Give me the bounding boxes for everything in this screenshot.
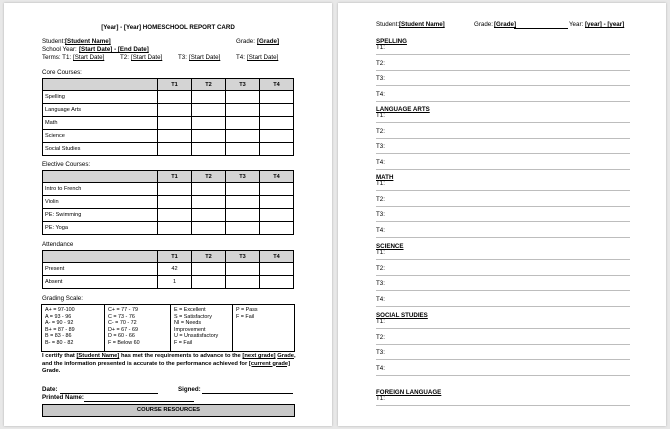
grade-cell[interactable] — [192, 222, 226, 235]
comment-line[interactable] — [376, 405, 630, 406]
term-label: T1: — [376, 395, 385, 402]
header-blank-cell — [43, 251, 158, 263]
grade-cell[interactable] — [158, 91, 192, 104]
grade-cell[interactable] — [226, 117, 260, 130]
elective-courses-label: Elective Courses: — [42, 161, 91, 168]
cert-text: I certify that — [42, 353, 75, 359]
divider — [232, 305, 233, 351]
grade-cell[interactable] — [226, 104, 260, 117]
student-label: Student: — [42, 38, 66, 45]
comment-line[interactable] — [376, 70, 630, 71]
term-label: T2: — [376, 264, 385, 272]
grade-cell[interactable] — [260, 104, 294, 117]
term-label: T3: — [376, 211, 385, 218]
term-label: T4: — [376, 364, 385, 372]
header-t2: T2 — [192, 79, 226, 91]
attendance-row-label: Present — [43, 263, 158, 276]
section-heading: LANGUAGE ARTS — [376, 106, 430, 113]
term-label: T2: — [376, 59, 385, 67]
course-name: Intro to French — [43, 183, 158, 196]
course-name: Language Arts — [43, 104, 158, 117]
grading-entry: NI = Needs — [174, 320, 202, 327]
attendance-cell[interactable] — [260, 263, 294, 276]
terms-label: Terms: T1: — [42, 54, 72, 61]
grade-cell[interactable] — [158, 130, 192, 143]
attendance-cell[interactable] — [192, 276, 226, 289]
course-resources-bar: COURSE RESOURCES — [42, 404, 295, 417]
grade-cell[interactable] — [158, 222, 192, 235]
grade-cell[interactable] — [158, 183, 192, 196]
term2-start-field[interactable]: [Start Date] — [131, 54, 163, 61]
certification-statement — [42, 353, 297, 376]
grade-cell[interactable] — [192, 130, 226, 143]
section-heading: SCIENCE — [376, 243, 404, 250]
grading-entry: P = Pass — [236, 307, 258, 313]
core-courses-table — [42, 78, 294, 156]
cert-text: Grade. — [42, 368, 61, 375]
section-heading: SOCIAL STUDIES — [376, 312, 428, 319]
grade-cell[interactable] — [192, 117, 226, 130]
student-label: Student: — [376, 21, 400, 28]
attendance-cell[interactable] — [226, 276, 260, 289]
cert-student-name-field[interactable]: [Student Name] — [76, 353, 120, 359]
term-label: T2: — [376, 195, 385, 203]
grading-entry: C- = 70 - 72 — [108, 320, 137, 327]
report-card-title: [Year] - [Year] HOMESCHOOL REPORT CARD — [101, 24, 235, 31]
grading-entry: C+ = 77 - 79 — [108, 307, 138, 313]
signed-label: Signed: — [178, 386, 201, 393]
grade-cell[interactable] — [192, 209, 226, 222]
course-name: Violin — [43, 196, 158, 209]
student-name-field[interactable]: [Student Name] — [399, 21, 445, 28]
comment-line[interactable] — [376, 275, 630, 276]
grade-label: Grade: — [236, 38, 255, 45]
term-label: T3: — [376, 280, 385, 287]
term-label: T4: — [376, 226, 385, 234]
comment-line[interactable] — [376, 290, 630, 291]
grading-entry: A+ = 97-100 — [45, 307, 75, 313]
grading-entry: B = 83 - 86 — [45, 333, 72, 340]
comment-line[interactable] — [376, 237, 630, 238]
term4-start-field[interactable]: [Start Date] — [247, 54, 279, 61]
term-label: T1: — [376, 249, 385, 256]
grade-cell[interactable] — [260, 130, 294, 143]
grade-cell[interactable] — [260, 91, 294, 104]
grade-cell[interactable] — [260, 209, 294, 222]
term2-label: T2: — [120, 54, 129, 61]
date-label: Date: — [42, 386, 58, 393]
comment-line[interactable] — [376, 375, 630, 376]
grading-entry: A = 93 - 96 — [45, 313, 72, 320]
term-label: T4: — [376, 295, 385, 303]
table-header-row — [43, 171, 294, 183]
grade-cell[interactable] — [226, 143, 260, 156]
grade-field[interactable]: [Grade] — [257, 38, 280, 45]
grading-entry: F = Fail — [236, 313, 255, 320]
comment-line[interactable] — [376, 221, 630, 222]
grade-cell[interactable] — [192, 183, 226, 196]
comment-line[interactable] — [376, 190, 630, 191]
grading-entry: B+ = 87 - 89 — [45, 326, 75, 333]
grade-cell[interactable] — [260, 196, 294, 209]
table-header-row — [43, 251, 294, 263]
grade-cell[interactable] — [226, 196, 260, 209]
grading-letter-column-1 — [45, 307, 75, 347]
year-label: Year: — [569, 21, 584, 28]
year-field[interactable]: [year] - [year] — [585, 21, 625, 28]
grading-entry: B- = 80 - 82 — [45, 339, 74, 346]
grade-cell[interactable] — [260, 143, 294, 156]
grading-entry: S = Satisfactory — [174, 313, 212, 320]
course-name: PE: Yoga — [43, 222, 158, 235]
grading-entry: F = Below 60 — [108, 339, 140, 346]
course-name: PE: Swimming — [43, 209, 158, 222]
term-label: T1: — [376, 112, 385, 119]
grading-entry: D = 60 - 66 — [108, 333, 135, 340]
attendance-table — [42, 250, 294, 289]
grade-fill-line — [514, 28, 568, 29]
course-name: Social Studies — [43, 143, 158, 156]
comment-line[interactable] — [376, 54, 630, 55]
header-blank-cell — [43, 171, 158, 183]
term-label: T2: — [376, 333, 385, 341]
grading-entry: F = Fail — [174, 339, 193, 346]
table-row — [43, 209, 294, 222]
term1-start-field[interactable]: [Start Date] — [73, 54, 105, 61]
table-row — [43, 263, 294, 276]
cert-next-grade-field[interactable]: [next grade] — [242, 353, 276, 359]
elective-courses-table — [42, 170, 294, 235]
term-label: T3: — [376, 143, 385, 150]
grade-cell[interactable] — [260, 222, 294, 235]
comment-line[interactable] — [376, 138, 630, 139]
grade-cell[interactable] — [260, 183, 294, 196]
section-heading: FOREIGN LANGUAGE — [376, 389, 442, 396]
school-year-field[interactable]: [Start Date] - [End Date] — [79, 46, 149, 53]
grading-entry: U = Unsatisfactory — [174, 333, 219, 340]
header-t3: T3 — [226, 79, 260, 91]
term-label: T3: — [376, 349, 385, 356]
attendance-cell[interactable] — [192, 263, 226, 276]
report-card-page-2 — [338, 3, 666, 426]
term-label: T1: — [376, 318, 385, 325]
school-year-label: School Year: — [42, 46, 77, 53]
grading-entry: D+ = 67 - 69 — [108, 326, 138, 333]
table-row — [43, 276, 294, 289]
attendance-cell[interactable] — [260, 276, 294, 289]
table-row — [43, 117, 294, 130]
course-name: Math — [43, 117, 158, 130]
attendance-cell[interactable]: 1 — [158, 276, 192, 289]
comment-line[interactable] — [376, 306, 630, 307]
grade-cell[interactable] — [192, 196, 226, 209]
grading-scale-box — [41, 304, 295, 352]
section-heading: SPELLING — [376, 38, 407, 45]
comment-line[interactable] — [376, 153, 630, 154]
grade-cell[interactable] — [192, 91, 226, 104]
comment-line[interactable] — [376, 328, 630, 329]
grading-scale-label: Grading Scale: — [42, 295, 83, 302]
term3-label: T3: — [178, 54, 187, 61]
comment-line[interactable] — [376, 122, 630, 123]
cert-grade-word: Grade — [277, 353, 294, 359]
grading-letter-column-2 — [108, 307, 140, 347]
comment-line[interactable] — [376, 344, 630, 345]
term3-start-field[interactable]: [Start Date] — [189, 54, 221, 61]
attendance-label: Attendance — [42, 241, 74, 248]
core-courses-label: Core Courses: — [42, 69, 82, 76]
printed-name-label: Printed Name: — [42, 394, 84, 401]
grading-pass-fail-column — [236, 307, 258, 320]
course-name: Science — [43, 130, 158, 143]
printed-name-line[interactable] — [84, 401, 194, 402]
grade-cell[interactable] — [226, 183, 260, 196]
section-heading: MATH — [376, 174, 394, 181]
comment-line[interactable] — [376, 259, 630, 260]
grade-cell[interactable] — [226, 222, 260, 235]
report-card-page-1 — [4, 3, 332, 426]
table-row — [43, 143, 294, 156]
grade-cell[interactable] — [158, 104, 192, 117]
table-row — [43, 196, 294, 209]
table-row — [43, 222, 294, 235]
table-row — [43, 130, 294, 143]
cert-text: has met the requirements to advance to the — [120, 353, 241, 359]
header-t4: T4 — [260, 251, 294, 263]
header-t1: T1 — [158, 171, 192, 183]
comment-line[interactable] — [376, 85, 630, 86]
comment-line[interactable] — [376, 359, 630, 360]
attendance-cell[interactable]: 42 — [158, 263, 192, 276]
term-label: T4: — [376, 90, 385, 98]
grade-cell[interactable] — [192, 143, 226, 156]
divider — [170, 305, 171, 351]
divider — [104, 305, 105, 351]
grading-entry: E = Excellent — [174, 307, 206, 313]
grading-entry: C = 73 - 76 — [108, 313, 135, 320]
header-t3: T3 — [226, 251, 260, 263]
student-name-field[interactable]: [Student Name] — [65, 38, 111, 45]
grade-cell[interactable] — [158, 209, 192, 222]
grade-cell[interactable] — [158, 143, 192, 156]
header-t1: T1 — [158, 251, 192, 263]
grade-label: Grade: — [474, 21, 493, 28]
table-row — [43, 104, 294, 117]
header-t1: T1 — [158, 79, 192, 91]
header-t3: T3 — [226, 171, 260, 183]
header-t2: T2 — [192, 251, 226, 263]
grade-field[interactable]: [Grade] — [494, 21, 517, 28]
grading-entry: A- = 90 - 92 — [45, 320, 74, 327]
grading-mark-column — [174, 307, 218, 347]
course-name: Spelling — [43, 91, 158, 104]
table-row — [43, 183, 294, 196]
term4-label: T4: — [236, 54, 245, 61]
comment-line[interactable] — [376, 101, 630, 102]
grade-cell[interactable] — [260, 117, 294, 130]
grade-cell[interactable] — [158, 196, 192, 209]
header-t2: T2 — [192, 171, 226, 183]
grade-cell[interactable] — [226, 209, 260, 222]
grade-cell[interactable] — [158, 117, 192, 130]
attendance-row-label: Absent — [43, 276, 158, 289]
term-label: T1: — [376, 180, 385, 187]
header-t4: T4 — [260, 79, 294, 91]
cert-text: , and the information presented is accurate to the performance achieved for — [42, 353, 296, 367]
term-label: T1: — [376, 44, 385, 51]
table-row — [43, 91, 294, 104]
grading-entry: Improvement — [174, 326, 206, 333]
cert-current-grade-field[interactable]: [current grade] — [248, 360, 291, 367]
table-header-row — [43, 79, 294, 91]
grade-cell[interactable] — [226, 130, 260, 143]
term-label: T4: — [376, 158, 385, 166]
signature-line[interactable] — [202, 393, 293, 394]
grade-cell[interactable] — [192, 104, 226, 117]
header-blank-cell — [43, 79, 158, 91]
term-label: T2: — [376, 127, 385, 135]
term-label: T3: — [376, 75, 385, 82]
comment-line[interactable] — [376, 206, 630, 207]
attendance-cell[interactable] — [226, 263, 260, 276]
comment-line[interactable] — [376, 169, 630, 170]
header-t4: T4 — [260, 171, 294, 183]
grade-cell[interactable] — [226, 91, 260, 104]
